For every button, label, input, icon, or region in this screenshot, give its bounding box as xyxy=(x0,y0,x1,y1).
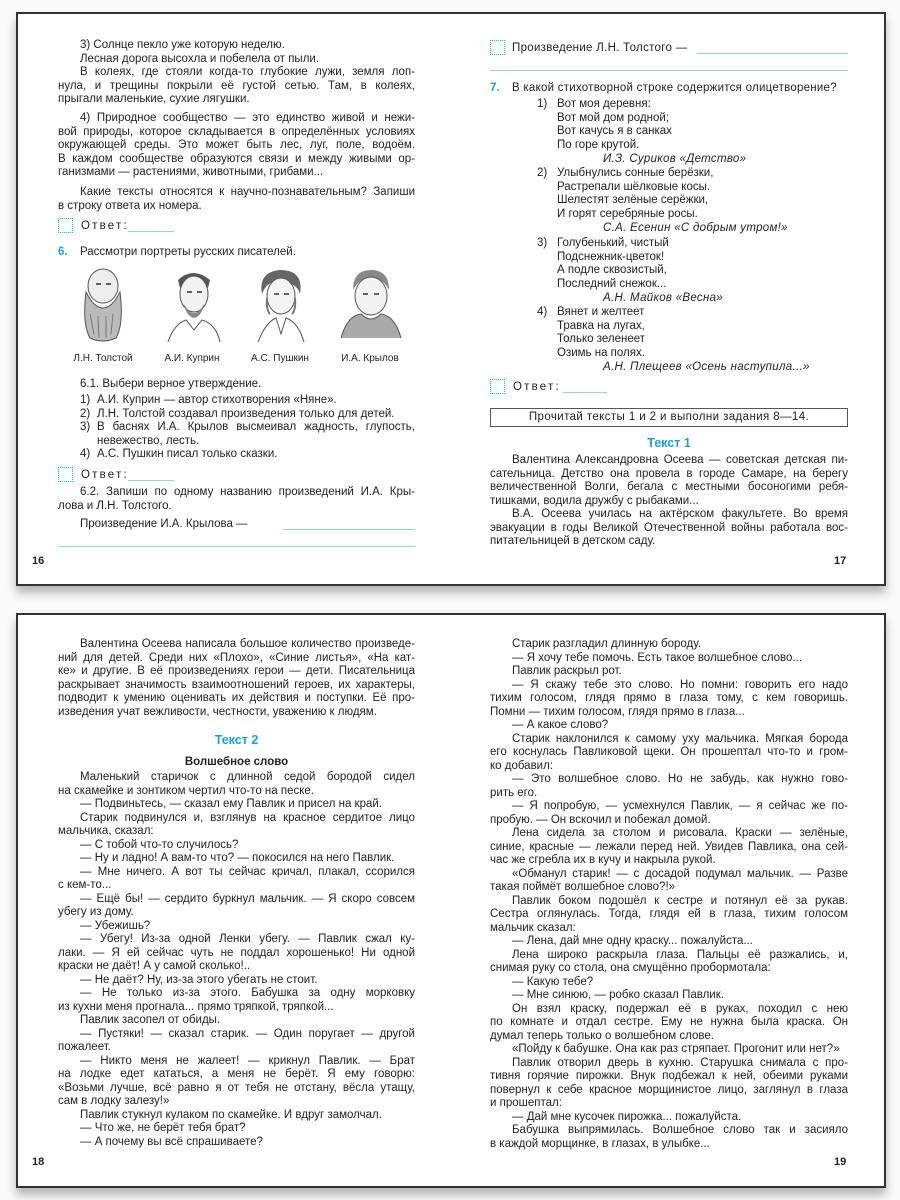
text-line: на скамейке и зонтиком чертил что-то на песке. xyxy=(58,784,314,797)
answer-input-line[interactable] xyxy=(128,480,174,481)
paragraph xyxy=(58,1055,415,1109)
text-line: — А какое слово? xyxy=(512,719,609,731)
intro-paragraph xyxy=(58,638,415,719)
text-line: вой природы, которое складывается в определённых условиях xyxy=(58,125,415,138)
portrait-krylov-image xyxy=(335,264,405,344)
poem-number: 2) xyxy=(537,167,548,179)
text-line: его коснулась Павликовой щеки. Он прошептал что-то и гром- xyxy=(490,746,848,758)
paragraph xyxy=(490,508,848,549)
answer-label: Ответ: xyxy=(81,469,129,481)
text-line: Лена сидела за столом и рисовала. Краски — зелёные, xyxy=(512,827,848,839)
portrait-caption: Л.Н. Толстой xyxy=(73,353,133,364)
poem-author: С.А. Есенин «С добрым утром!» xyxy=(603,222,788,234)
poem-line: Голубенький, чистый xyxy=(557,237,669,249)
answer-checkbox[interactable] xyxy=(490,379,505,394)
option-number: 4) xyxy=(80,448,91,460)
text-line: Маленький старичок с длинной седой бородой сидел xyxy=(80,771,415,783)
text-line: Павлик раскрыл рот. xyxy=(512,665,622,677)
poem-option xyxy=(537,306,837,375)
paragraph xyxy=(490,976,848,990)
paragraph xyxy=(490,638,848,652)
text-line: — Мне ничего. А вот ты сейчас кричал, плакал, ссорился xyxy=(80,865,415,878)
paragraph xyxy=(58,798,415,812)
answer-checkbox[interactable] xyxy=(490,40,505,55)
poem-option xyxy=(537,167,837,236)
poem-line: Вот качусь я в санках xyxy=(557,125,672,137)
poem-line: А подле сквозистый, xyxy=(557,264,667,276)
text-line: — Пустяки! — сказал старик. — Один поругает — другой xyxy=(80,1027,415,1040)
text-line: тивня горячие пирожки. Внук подбежал к ней, обеими руками xyxy=(490,1070,848,1082)
text-line: с кем-то... xyxy=(58,879,112,891)
paragraph xyxy=(58,39,415,53)
text-line: сательница. Детство она провела в городе Самаре, на берегу xyxy=(490,467,848,480)
text-line: Павлик засопел от обиды. xyxy=(80,1014,221,1026)
text-line: Сестра оглянулась. Тогда, глядя ей в глаза, тихим голосом xyxy=(490,908,848,920)
text-line: Павлик боком подошёл к сестре и потянул её за рукав. xyxy=(512,894,848,907)
paragraph xyxy=(490,1124,848,1151)
paragraph xyxy=(490,949,848,976)
text-line: — Убежишь? xyxy=(80,919,151,932)
paragraph xyxy=(490,1057,848,1111)
text-line: Помни — тихим голосом, глядя прямо в глаза... xyxy=(490,705,745,718)
text-line: — Никто меня не жалеет! — крикнул Павлик. — Брат xyxy=(80,1054,415,1067)
paragraph xyxy=(58,112,415,180)
text-line: — Лена, дай мне одну краску... пожалуйста... xyxy=(512,935,753,947)
text-line: краски не даёт! А у самой сколько!.. xyxy=(58,960,251,972)
text-line: — Я скажу тебе это слово. Но помни: говорить его надо xyxy=(512,678,848,691)
paragraph xyxy=(58,1028,415,1055)
text-line: Лена широко раскрыла глаза. Пальцы её разжались, и, xyxy=(512,948,848,961)
paragraph xyxy=(58,893,415,920)
paragraph xyxy=(490,1003,848,1044)
task-number: 7. xyxy=(490,82,500,94)
answer-input-line[interactable] xyxy=(490,70,848,71)
text-line: — Какую тебе? xyxy=(512,975,594,988)
text-line: думал теперь только о волшебном слове. xyxy=(490,1029,714,1042)
option-text: Л.Н. Толстой создавал произведения только для детей. xyxy=(97,407,395,420)
paragraph xyxy=(58,1014,415,1028)
instruction-box: Прочитай тексты 1 и 2 и выполни задания 8—14. xyxy=(490,408,848,427)
poem-line: Вот мой дом родной; xyxy=(557,111,670,124)
paragraph xyxy=(58,852,415,866)
poem-line: Улыбнулись сонные берёзки, xyxy=(557,167,714,179)
portrait-caption: А.И. Куприн xyxy=(164,353,220,364)
text-line: — С тобой что-то случилось? xyxy=(80,838,239,851)
poem-number: 1) xyxy=(537,98,548,110)
text-line: Старик разгладил длинную бороду. xyxy=(512,638,702,650)
text-line: на лодке едет кататься, а меня не берёт. Я ему говорю: xyxy=(58,1068,415,1080)
text-line: В колеях, где стояли когда-то глубокие лужи, земля лоп- xyxy=(80,66,415,78)
paragraph xyxy=(58,839,415,853)
paragraph xyxy=(490,895,848,936)
poem-number: 3) xyxy=(537,237,548,249)
poem-author: А.Н. Майков «Весна» xyxy=(603,292,723,304)
poem-line: Шелестят зелёные серёжки, xyxy=(557,194,709,206)
poem-number: 4) xyxy=(537,306,548,318)
poem-line: И горят серебряные росы. xyxy=(557,207,698,220)
text-line: В.А. Осеева училась на актёрском факультете. Во время xyxy=(512,508,848,520)
paragraph xyxy=(490,733,848,774)
text-line: повернул к себе красное морщинистое лицо, заглянул в глаза xyxy=(490,1083,848,1096)
text-line: Лесная дорога высохла и побелела от пыли. xyxy=(80,52,320,65)
text-line: лаки. — Я ей сейчас чуть не поддал хорошенько! Ни одной xyxy=(58,946,415,959)
poem-author: И.З. Суриков «Детство» xyxy=(603,153,747,165)
answer-input-line[interactable] xyxy=(58,546,415,547)
text-line: — Не только из-за этого. Бабушка за одну морковку xyxy=(80,987,415,999)
text-line: — Это волшебное слово. Но не забудь, как нужно гово- xyxy=(512,773,848,785)
answer-label: Ответ: xyxy=(81,220,129,232)
option-item xyxy=(58,394,415,408)
portrait-tolstoy-image xyxy=(68,264,138,344)
text-line: из кухни меня прогнала... прямо тряпкой, тряпкой... xyxy=(58,1000,334,1013)
text-line: 6.2. Запиши по одному названию произведений И.А. Кры- xyxy=(80,486,415,498)
task-number: 6. xyxy=(58,246,68,258)
poem-line: Растрепали шёлковые косы. xyxy=(557,180,711,193)
paragraph xyxy=(490,652,848,666)
text-line: пожалеет. xyxy=(58,1041,111,1053)
paragraph xyxy=(490,1111,848,1125)
subtask-6-1: 6.1. Выбери верное утверждение. xyxy=(80,378,262,390)
paragraph xyxy=(490,868,848,895)
options-list xyxy=(58,394,415,462)
poem-line: Озимь на полях. xyxy=(557,346,645,359)
paragraph xyxy=(490,800,848,827)
paragraph xyxy=(58,974,415,988)
answer-checkbox[interactable] xyxy=(58,218,73,233)
page-number: 17 xyxy=(834,555,847,567)
poem-author: А.Н. Плещеев «Осень наступила...» xyxy=(603,361,810,373)
text-line: Старик наклонился к самому уху мальчика. Мягкая борода xyxy=(512,732,848,745)
poem-option xyxy=(537,237,837,306)
paragraph xyxy=(58,920,415,934)
text-line: ке» и другие. В её произведениях герои — дети. Писательница xyxy=(58,665,415,677)
text-line: эвакуации в годы Великой Отечественной войны работала вос- xyxy=(490,521,848,534)
krylov-work-label: Произведение И.А. Крылова — xyxy=(80,518,248,530)
page-number: 16 xyxy=(32,555,45,567)
text-line: — Убегу! Из-за одной Ленки убегу. — Павлик сжал ку- xyxy=(80,933,415,945)
text-line: тишками, водила дружбу с рыбаками... xyxy=(490,494,699,507)
text-line: подводит к умению оценивать их действия и поступки. Её про- xyxy=(58,692,415,704)
text-line: «Возьми лучше, всё равно я от тебя не отстану, вёсла утащу, xyxy=(58,1081,415,1094)
text-line: — Не даёт? Ну, из-за этого убегать не стоит. xyxy=(80,973,318,986)
paragraph xyxy=(58,987,415,1014)
text-line: 4) Природное сообщество — это единство живой и нежи- xyxy=(80,112,415,124)
text1-heading: Текст 1 xyxy=(647,436,691,450)
text-line: — Дай мне кусочек пирожка... пожалуйста. xyxy=(512,1110,742,1123)
text-line: — Я хочу тебе помочь. Есть такое волшебное слово... xyxy=(512,651,803,664)
text-line: пробую. — Он вскочил и побежал домой. xyxy=(490,813,711,826)
text-line: и прошептал: xyxy=(490,1097,562,1109)
text-line: ко добавил: xyxy=(490,759,554,772)
tolstoy-work-input[interactable] xyxy=(697,53,848,54)
page-16-top-text xyxy=(58,39,415,107)
poem-line: По горе крутой. xyxy=(557,138,640,151)
krylov-work-input[interactable] xyxy=(283,529,415,530)
text-line: час же сгребла их в кучу и накрыла рукой. xyxy=(490,854,716,866)
task-text: В какой стихотворной строке содержится олицетворение? xyxy=(512,82,837,94)
text-line: ний для детей. Среди них «Плохо», «Синие листья», «На кат- xyxy=(58,651,415,664)
portrait-caption: И.А. Крылов xyxy=(341,353,399,364)
text-line: величественной Волги, бегала с местными босоногими ребя- xyxy=(490,481,848,493)
text-line: лова и Л.Н. Толстого. xyxy=(58,499,172,512)
text-line: рить его. xyxy=(490,786,538,799)
option-text: А.С. Пушкин писал только сказки. xyxy=(97,448,278,460)
portrait-kuprin-image xyxy=(158,264,228,344)
answer-label: Ответ: xyxy=(513,381,561,393)
text-line: раскрывает значимость взаимоотношений героев, их характеры, xyxy=(58,678,415,691)
text-line: — Что же, не берёт тебя брат? xyxy=(80,1122,246,1134)
text-line: — А почему вы всё спрашиваете? xyxy=(80,1135,263,1148)
paragraph xyxy=(490,719,848,733)
text-line: — Я попробую, — усмехнулся Павлик, — я сейчас же по- xyxy=(512,800,848,812)
paragraph xyxy=(58,771,415,798)
story-title: Волшебное слово xyxy=(184,756,289,768)
text1-body xyxy=(490,454,848,549)
option-text: А.И. Куприн — автор стихотворения «Няне». xyxy=(97,394,337,406)
paragraph xyxy=(58,866,415,893)
text-line: в строку ответа их номера. xyxy=(58,199,202,212)
paragraph xyxy=(490,827,848,868)
text-line: такая поймёт волшебное слово?!» xyxy=(490,881,676,893)
question xyxy=(58,186,415,213)
text-line: — Мне синюю, — робко сказал Павлик. xyxy=(512,989,724,1001)
story-text xyxy=(58,771,415,1149)
paragraph xyxy=(58,53,415,67)
text-line: Павлик отворил дверь в кухню. Старушка снимала с про- xyxy=(512,1056,848,1069)
poem-line: Подснежник-цветок! xyxy=(557,250,665,263)
text-line: мальчик сказал: xyxy=(490,921,576,934)
text-line: в каждой морщинке, в глазах, в улыбке... xyxy=(490,1137,710,1150)
text-line: окружающей среды. Это может быть лес, луг, поле, водоём. xyxy=(58,139,415,151)
poem-line: Вянет и желтеет xyxy=(557,306,645,318)
text-line: Валентина Александровна Осеева — советская детская пи- xyxy=(512,454,848,466)
text-line: тихим голосом, глядя прямо в глаза тому, с кем говоришь. xyxy=(490,692,848,704)
text-line: прыгали маленькие, сухие лягушки. xyxy=(58,93,250,105)
text-line: изведения учат вежливости, честности, уважению к людям. xyxy=(58,705,377,718)
paragraph xyxy=(490,679,848,720)
text-line: Павлик стукнул кулаком по скамейке. И вдруг замолчал. xyxy=(80,1108,382,1121)
text-line: 3) Солнце пекло уже которую неделю. xyxy=(80,39,285,51)
text-line: мальчика, сказал: xyxy=(58,825,154,837)
option-number: 2) xyxy=(80,407,91,420)
option-item xyxy=(58,448,415,462)
text-line: синие, красные — лежали перед ней. Увидев Павлика, она сей- xyxy=(490,840,848,853)
text-line: — Подвиньтесь, — сказал ему Павлик и присел на край. xyxy=(80,798,382,810)
paragraph xyxy=(490,773,848,800)
paragraph xyxy=(58,66,415,107)
text-line: по комнате и отдал сестре. Ему не нужна была краска. Он xyxy=(490,1016,848,1028)
option-number: 3) xyxy=(80,421,91,433)
paragraph xyxy=(58,1109,415,1123)
text-line: Старик подвинулся и, взглянув на красное сердитое лицо xyxy=(80,811,415,824)
text-line: — Ещё бы! — сердито буркнул мальчик. — Я скоро совсем xyxy=(80,892,415,905)
poem-line: Травка на лугах, xyxy=(557,319,645,332)
poem-line: Вот моя деревня: xyxy=(557,98,651,110)
text-line: убегу из дому. xyxy=(58,906,134,918)
portrait-caption: А.С. Пушкин xyxy=(251,353,309,364)
paragraph xyxy=(490,1043,848,1057)
option-item xyxy=(58,408,415,422)
text2-heading: Текст 2 xyxy=(214,733,259,747)
answer-input-line[interactable] xyxy=(563,392,607,393)
poem-line: Последний снежок... xyxy=(557,277,667,290)
subtask-6-2 xyxy=(58,486,415,513)
text-line: сам в лодку залезу!» xyxy=(58,1095,170,1107)
page-number: 18 xyxy=(32,1156,45,1168)
tolstoy-work-label: Произведение Л.Н. Толстого — xyxy=(512,42,688,54)
text-line: — Ну и ладно! А вам-то что? — покосился на него Павлик. xyxy=(80,852,395,864)
text-line: снимая руку со стола, она смущённо пробормотала: xyxy=(490,962,771,974)
paragraph xyxy=(58,933,415,974)
poem-line: Только зеленеет xyxy=(557,333,646,345)
option-number: 1) xyxy=(80,394,91,406)
paragraph xyxy=(58,1136,415,1150)
text-line: «Пойду к бабушке. Она как раз стряпает. Прогонит или нет?» xyxy=(512,1043,840,1055)
text-line: Какие тексты относятся к научно-познавательным? Запиши xyxy=(80,186,415,198)
answer-checkbox[interactable] xyxy=(58,467,73,482)
answer-input-line[interactable] xyxy=(128,231,174,232)
option-text: В баснях И.А. Крылов высмеивал жадность, глупость, xyxy=(97,421,415,433)
paragraph xyxy=(490,454,848,508)
paragraph xyxy=(490,935,848,949)
paragraph xyxy=(490,665,848,679)
paragraph xyxy=(58,812,415,839)
option-item xyxy=(58,421,415,448)
task-text: Рассмотри портреты русских писателей. xyxy=(80,246,296,258)
paragraph xyxy=(58,1122,415,1136)
text-line: нула, и трещины покрыли её густой сетью. Там, в колеях, xyxy=(58,79,415,92)
portrait-pushkin-image xyxy=(246,264,316,344)
text-line: «Обманул старик! — с досадой подумал мальчик. — Разве xyxy=(512,867,848,880)
text-line: Он взял краску, подержал её в руках, походил с нею xyxy=(512,1002,848,1015)
option-text: невежество, лесть. xyxy=(97,434,200,447)
text-line: В каждом сообществе образуются связи и между живыми ор- xyxy=(58,152,415,165)
page-number: 19 xyxy=(834,1156,847,1168)
text-line: питательницей в детском саду. xyxy=(490,535,656,547)
text-line: Бабушка выпрямилась. Волшебное слово так и засияло xyxy=(512,1124,848,1136)
text-line: Валентина Осеева написала большое количество произведе- xyxy=(80,638,415,650)
paragraph xyxy=(490,989,848,1003)
story-text xyxy=(490,638,848,1151)
poem-option xyxy=(537,98,837,167)
text-line: ганизмами — растениями, животными, грибами... xyxy=(58,166,324,178)
